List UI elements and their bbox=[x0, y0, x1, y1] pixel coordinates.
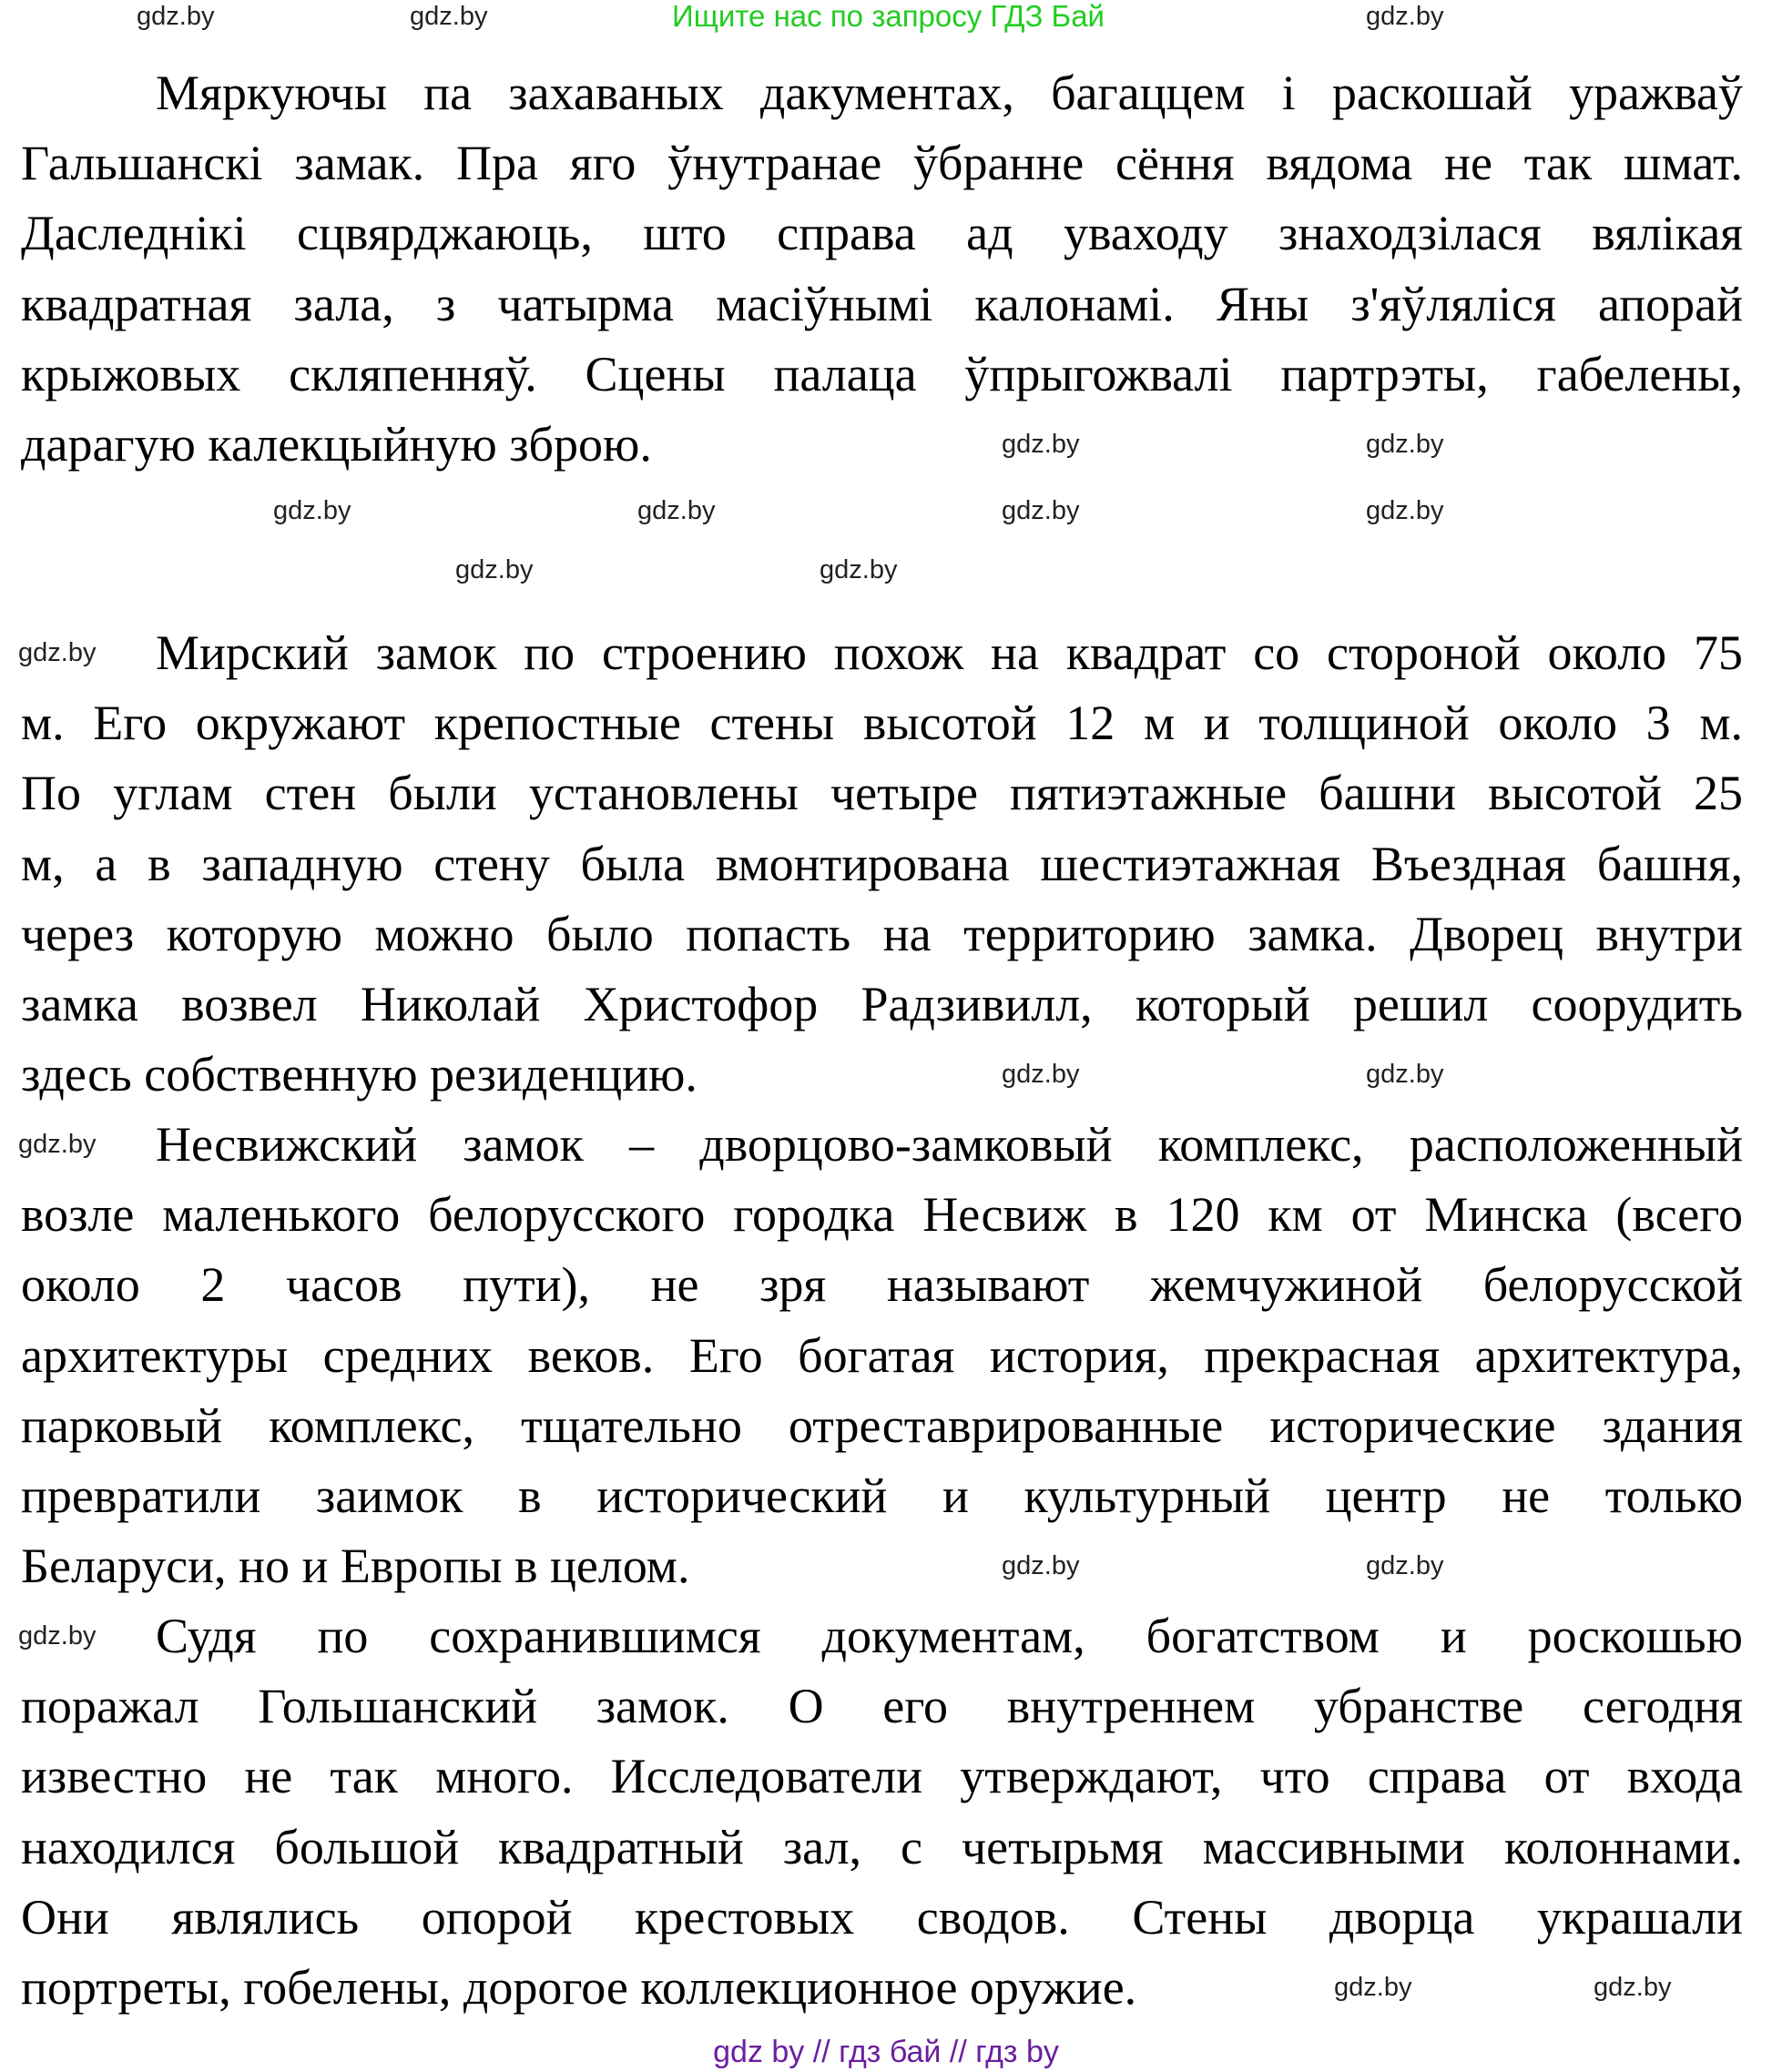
paragraph-3-line: парковый комплекс, тщательно отреставрированные исторические здания bbox=[21, 1398, 1743, 1453]
watermark-text: gdz.by bbox=[273, 496, 351, 525]
watermark-text: gdz.by bbox=[137, 2, 215, 31]
watermark-text: gdz.by bbox=[18, 1130, 97, 1159]
watermark-text: gdz.by bbox=[1366, 430, 1444, 459]
paragraph-4-line: поражал Гольшанский замок. О его внутреннем убранстве сегодня bbox=[21, 1679, 1743, 1733]
watermark-text: gdz.by bbox=[455, 555, 534, 584]
watermark-text: gdz.by bbox=[637, 496, 716, 525]
paragraph-4-line: портреты, гобелены, дорогое коллекционное оружие. bbox=[21, 1960, 1137, 2015]
paragraph-1-line: крыжовых скляпенняў. Сцены палаца ўпрыгожвалі партрэты, габелены, bbox=[21, 347, 1743, 401]
paragraph-4-line: Судя по сохранившимся документам, богатством и роскошью bbox=[156, 1609, 1743, 1663]
paragraph-1-line: Гальшанскі замак. Пра яго ўнутранае ўбранне сёння вядома не так шмат. bbox=[21, 136, 1743, 190]
paragraph-3-line: Несвижский замок – дворцово-замковый комплекс, расположенный bbox=[156, 1117, 1743, 1172]
paragraph-2-line: м, а в западную стену была вмонтирована шестиэтажная Въездная башня, bbox=[21, 837, 1743, 891]
paragraph-1-line: квадратная зала, з чатырма масіўнымі калонамі. Яны з'яўляліся апорай bbox=[21, 277, 1743, 331]
watermark-text: gdz.by bbox=[1366, 1060, 1444, 1089]
paragraph-1-line: Мяркуючы па захаваных дакументах, багаццем і раскошай уражваў bbox=[156, 66, 1743, 120]
watermark-text: gdz.by bbox=[1366, 1551, 1444, 1580]
paragraph-3-line: превратили заимок в исторический и культурный центр не только bbox=[21, 1468, 1743, 1523]
paragraph-3-line: около 2 часов пути), не зря называют жемчужиной белорусской bbox=[21, 1257, 1743, 1312]
watermark-text: gdz.by bbox=[1002, 496, 1080, 525]
watermark-text: gdz.by bbox=[1366, 496, 1444, 525]
paragraph-4-line: находился большой квадратный зал, с четырьмя массивными колоннами. bbox=[21, 1820, 1743, 1874]
paragraph-1-line: Даследнікі сцвярджаюць, што справа ад уваходу знаходзілася вялікая bbox=[21, 206, 1743, 260]
paragraph-2-line: через которую можно было попасть на территорию замка. Дворец внутри bbox=[21, 907, 1743, 961]
paragraph-3-line: Беларуси, но и Европы в целом. bbox=[21, 1539, 690, 1593]
paragraph-1-line: дарагую калекцыйную зброю. bbox=[21, 417, 652, 472]
watermark-text: gdz.by bbox=[1002, 430, 1080, 459]
watermark-text: gdz.by bbox=[410, 2, 488, 31]
watermark-text: gdz.by bbox=[18, 638, 97, 667]
watermark-text: gdz.by bbox=[1334, 1973, 1412, 2002]
paragraph-2-line: замка возвел Николай Христофор Радзивилл, который решил соорудить bbox=[21, 977, 1743, 1031]
paragraph-2-line: здесь собственную резиденцию. bbox=[21, 1047, 698, 1102]
watermark-text: gdz.by bbox=[820, 555, 898, 584]
paragraph-2-line: м. Его окружают крепостные стены высотой 12 м и толщиной около 3 м. bbox=[21, 696, 1743, 750]
watermark-text: gdz.by bbox=[18, 1621, 97, 1650]
footer-watermark: gdz by // гдз бай // гдз by bbox=[713, 2035, 1059, 2069]
search-hint-banner: Ищите нас по запросу ГДЗ Бай bbox=[672, 0, 1105, 33]
paragraph-3-line: возле маленького белорусского городка Несвиж в 120 км от Минска (всего bbox=[21, 1187, 1743, 1242]
watermark-text: gdz.by bbox=[1594, 1973, 1672, 2002]
paragraph-2-line: Мирский замок по строению похож на квадрат со стороной около 75 bbox=[156, 625, 1743, 680]
paragraph-4-line: известно не так много. Исследователи утверждают, что справа от входа bbox=[21, 1749, 1743, 1803]
watermark-text: gdz.by bbox=[1002, 1551, 1080, 1580]
paragraph-4-line: Они являлись опорой крестовых сводов. Стены дворца украшали bbox=[21, 1890, 1743, 1945]
paragraph-3-line: архитектуры средних веков. Его богатая история, прекрасная архитектура, bbox=[21, 1328, 1743, 1383]
watermark-text: gdz.by bbox=[1366, 2, 1444, 31]
watermark-text: gdz.by bbox=[1002, 1060, 1080, 1089]
paragraph-2-line: По углам стен были установлены четыре пятиэтажные башни высотой 25 bbox=[21, 766, 1743, 820]
